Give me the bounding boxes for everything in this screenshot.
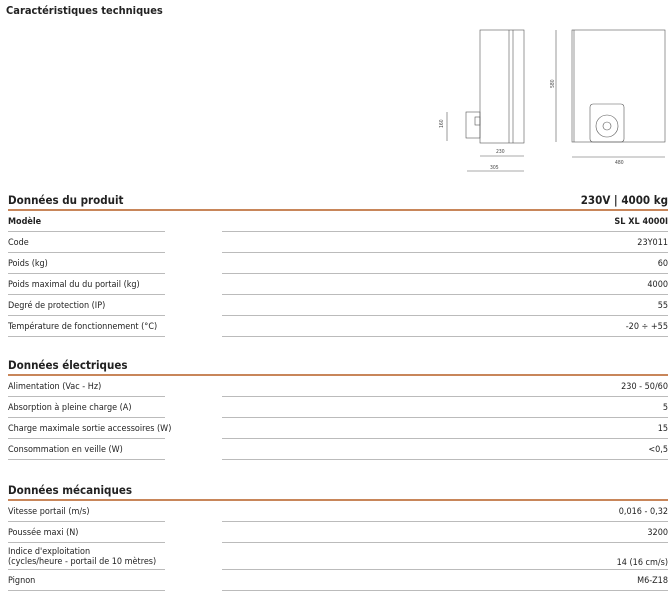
section-electrical-data (8, 352, 668, 460)
table-row (8, 253, 668, 274)
dim-160: 160 (439, 119, 445, 128)
row-value: 0,016 - 0,32 (618, 506, 668, 517)
section-product-data (8, 187, 668, 337)
section-heading-value: 230V | 4000 kg (580, 193, 668, 207)
row-label: Poussée maxi (N) (8, 527, 79, 538)
table-row (8, 570, 668, 591)
table-row (8, 439, 668, 460)
row-value: 4000 (647, 279, 668, 290)
row-label: Vitesse portail (m/s) (8, 506, 90, 517)
row-value: 3200 (647, 527, 668, 538)
row-value: 60 (657, 258, 668, 269)
row-value: 14 (16 cm/s) (616, 557, 668, 568)
dim-580: 580 (550, 79, 556, 88)
section-heading: Données électriques (8, 358, 128, 372)
row-label-line2: (cycles/heure - portail de 10 mètres) (8, 556, 157, 567)
table-row (8, 543, 668, 570)
row-value: 23Y011 (637, 237, 668, 248)
product-dimension-drawing (430, 20, 672, 180)
row-label: Charge maximale sortie accessoires (W) (8, 423, 172, 434)
row-label (8, 547, 156, 567)
table-row (8, 376, 668, 397)
table-row (8, 501, 668, 522)
table-row (8, 397, 668, 418)
table-row (8, 295, 668, 316)
row-label: Alimentation (Vac - Hz) (8, 381, 102, 392)
section-heading: Données du produit (8, 193, 124, 207)
row-value: M6-Z18 (637, 575, 668, 586)
dim-480: 480 (615, 160, 624, 166)
page-title: Caractéristiques techniques (6, 4, 163, 17)
section-mechanical-data (8, 477, 668, 591)
row-label: Modèle (8, 216, 42, 227)
section-heading: Données mécaniques (8, 483, 133, 497)
table-row (8, 274, 668, 295)
row-label: Poids maximal du du portail (kg) (8, 279, 140, 290)
table-row (8, 211, 668, 232)
row-value: <0,5 (648, 444, 668, 455)
row-label-line1: Indice d'exploitation (8, 546, 91, 557)
table-row (8, 418, 668, 439)
table-row (8, 522, 668, 543)
row-value: 5 (662, 402, 668, 413)
row-value: SL XL 4000I (614, 216, 668, 227)
dim-305: 305 (490, 165, 499, 171)
table-row (8, 232, 668, 253)
row-label: Code (8, 237, 29, 248)
row-label: Température de fonctionnement (°C) (8, 321, 158, 332)
row-value: 15 (657, 423, 668, 434)
row-label: Absorption à pleine charge (A) (8, 402, 132, 413)
row-label: Consommation en veille (W) (8, 444, 123, 455)
row-value: 230 - 50/60 (621, 381, 668, 392)
row-label: Poids (kg) (8, 258, 48, 269)
row-label: Pignon (8, 575, 36, 586)
table-row (8, 316, 668, 337)
dim-230: 230 (496, 149, 505, 155)
row-value: 55 (657, 300, 668, 311)
row-label: Degré de protection (IP) (8, 300, 106, 311)
row-value: -20 ÷ +55 (625, 321, 668, 332)
